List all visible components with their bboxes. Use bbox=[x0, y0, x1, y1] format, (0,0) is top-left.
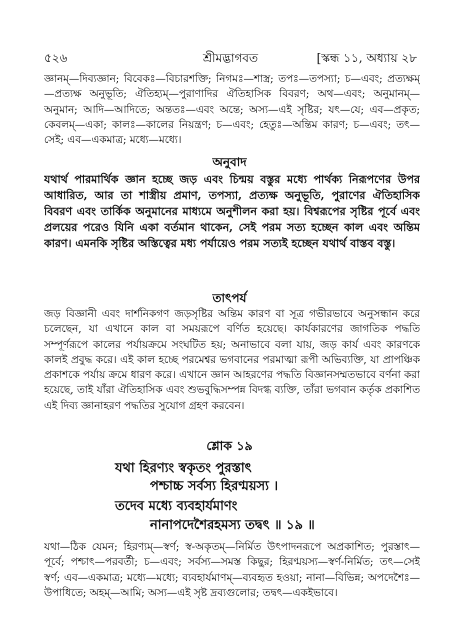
running-title: শ্রীমদ্ভাগবত bbox=[202, 51, 258, 65]
verse-heading: শ্লোক ১৯ bbox=[206, 438, 253, 453]
verse-line-1: যথা হিরণ্যং স্বকৃতং পুরস্তাৎ bbox=[115, 461, 252, 476]
verse-line-4: নানাপদেশৈরহমস্য তদ্বৎ ॥ ১৯ ॥ bbox=[150, 518, 315, 533]
translation-heading: অনুবাদ bbox=[212, 155, 247, 169]
chapter-reference: [স্কন্ধ ১১, অধ্যায় ২৮ bbox=[316, 51, 417, 65]
translation-paragraph: যথার্থ পারমার্থিক জ্ঞান হচ্ছে জড় এবং চিন্ময় বস্তুর মধ্যে পার্থক্য নিরূপণের উপর আধারিত, আর তা শাস্ত্রীয় প্রমাণ, তপস্যা, প্রত্যক্ষ অনুভূতি, পুরাণের ঐতিহাসিক বিবরণ এবং তার্কিক অনুমানের মাধ্যমে অনুশীলন করা হয়। বিশ্বরূপের সৃষ্টির পূর্বে এবং প্রলয়ের পরেও যিনি একা বর্তমান থাকেন, সেই পরম সত্য হচ্ছেন কাল এবং অন্তিম কারণ। এমনকি সৃষ্টির অস্তিত্বের মধ্য পর্যায়েও পরম সত্যই হচ্ছেন যথার্থ বাস্তব বস্তু। bbox=[44, 173, 420, 250]
purport-paragraph: জড় বিজ্ঞানী এবং দার্শনিকগণ জড়সৃষ্টির অন্তিম কারণ বা সূত্র গভীরভাবে অনুসন্ধান করে চলেছেন, যা এখানে কাল বা সময়রূপে বর্ণিত হয়েছে। কার্যকারণের জাগতিক পদ্ধতি সম্পূর্ণরূপে কালের পর্যায়ক্রমে সংঘটিত হয়; অনাভাবে বলা যায়, জড় কার্য এবং কারণকে কালই প্রবুদ্ধ করে। এই কাল হচ্ছে পরমেশ্বর ভগবানের পরমাত্মা রূপী অভিব্যক্তি, যা প্রাপঞ্চিক প্রকাশকে পর্যায় ক্রমে ধারণ করে। এখানে জ্ঞান আহরণের পদ্ধতি বিজ্ঞানসম্মতভাবে বর্ণনা করা হয়েছে, তাই যাঁরা ঐতিহাসিক এবং শুভবুদ্ধিসম্পন্ন বিদগ্ধ ব্যক্তি, তাঁরা ভগবান কর্তৃক প্রকাশিত এই দিব্য জ্ঞানাহরণ পদ্ধতির সুযোগ গ্রহণ করবেন। bbox=[44, 308, 420, 412]
verse-line-3: তদেব মধ্যে ব্যবহার্যমাণং bbox=[115, 499, 238, 514]
synonyms-paragraph-2: যথা—ঠিক যেমন; হিরণ্যম্—স্বর্ণ; স্ব-অকৃতম্—নির্মিত উৎপাদনরূপে অপ্রকাশিত; পুরস্তাৎ—পূর্বে; পশ্চাৎ—পরবর্তী; চ—এবং; সর্বস্য—সমস্ত কিছুর; হিরণ্ময়স্য—স্বর্ণ-নির্মিত; তৎ—সেই স্বর্ণ; এব—একমাত্র; মধ্যে—মধ্যে; ব্যবহার্যমাণম্—ব্যবহৃত হওয়া; নানা—বিভিন্ন; অপদেশৈঃ—উপাধিতে; অহম্—আমি; অস্য—এই সৃষ্ট দ্রব্যগুলোর; তদ্বৎ—একইভাবে। bbox=[44, 541, 420, 599]
verse-line-2: পশ্চাচ্চ সর্বস্য হিরণ্ময়স্য । bbox=[150, 479, 279, 494]
page-header bbox=[44, 50, 417, 68]
synonyms-paragraph-1: জ্ঞানম্—দিব্যজ্ঞান; বিবেকঃ—বিচারশক্তি; নিগমঃ—শাস্ত্র; তপঃ—তপস্যা; চ—এবং; প্রত্যক্ষম্—প্রত্যক্ষ অনুভূতি; ঐতিহ্যম্—পুরাণাদির ঐতিহাসিক বিবরণ; অথ—এবং; অনুমানম্—অনুমান; আদি—আদিতে; অন্ততঃ—এবং অন্তে; অস্য—এই সৃষ্টির; যৎ—যে; এব—প্রকৃত; কেবলম্—একা; কালঃ—কালের নিয়ন্ত্রণ; চ—এবং; হেতুঃ—অন্তিম কারণ; চ—এবং; তৎ—সেই; এব—একমাত্র; মধ্যে—মধ্যে। bbox=[44, 73, 420, 147]
purport-heading: তাৎপর্য bbox=[212, 291, 247, 305]
page-number: ৫২৬ bbox=[44, 51, 68, 65]
